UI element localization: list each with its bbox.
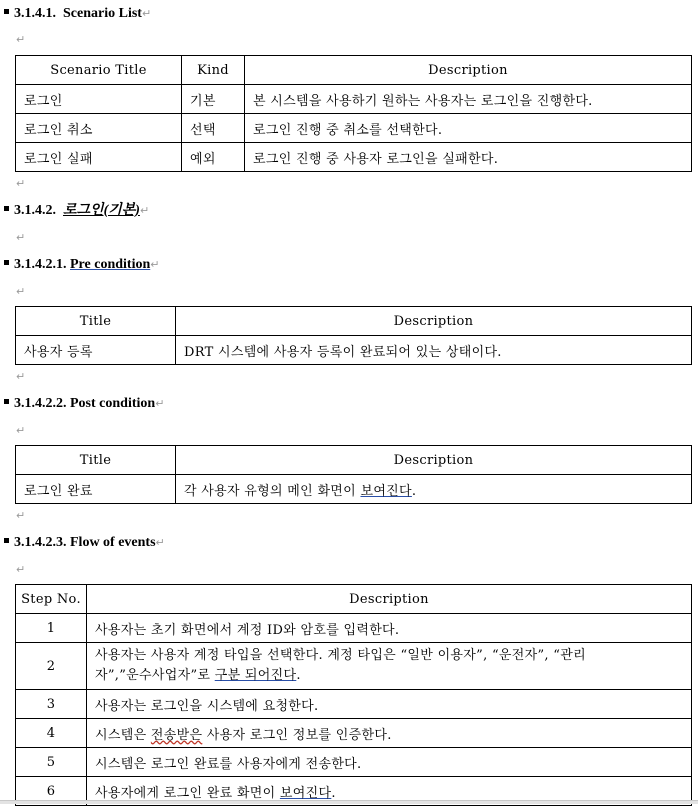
paragraph-mark-icon: ↵	[155, 397, 165, 410]
heading-post-condition	[4, 395, 164, 413]
cell-description	[87, 719, 692, 748]
paragraph-mark-icon: ↵	[139, 204, 150, 217]
cell-description: 사용자는 로그인을 시스템에 요청한다.	[87, 690, 692, 719]
heading-pre-condition	[4, 256, 159, 274]
paragraph-mark-icon: ↵	[16, 177, 26, 190]
cell-description: DRT 시스템에 사용자 등록이 완료되어 있는 상태이다.	[176, 336, 692, 365]
table-row	[16, 114, 692, 143]
header-title: Title	[16, 307, 176, 336]
heading-number: 3.1.4.1.	[14, 6, 56, 21]
text: 사용자는 사용자 계정 타입을 선택한다. 계정 타입은 “일반 이용자”, “운전자”, “관리	[95, 648, 586, 663]
cell-title: 사용자 등록	[16, 336, 176, 365]
flow-of-events-table	[15, 584, 692, 806]
cell-description: 시스템은 로그인 완료를 사용자에게 전송한다.	[87, 748, 692, 777]
cell-kind: 예외	[182, 143, 245, 172]
cell-title: 로그인 실패	[16, 143, 182, 172]
bullet-icon	[4, 9, 9, 14]
window-bottom-edge	[0, 800, 698, 804]
cell-step: 5	[16, 748, 87, 777]
heading-title: Post condition	[70, 396, 156, 411]
cell-kind: 기본	[182, 85, 245, 114]
text: .	[411, 483, 417, 499]
cell-kind: 선택	[182, 114, 245, 143]
paragraph-mark-icon: ↵	[150, 258, 160, 271]
cell-step: 6	[16, 777, 87, 806]
paragraph-mark-icon: ↵	[141, 7, 152, 20]
cell-step: 3	[16, 690, 87, 719]
underlined-text: 보여진다	[279, 785, 332, 801]
table-header-row	[16, 585, 692, 614]
text: 시스템은	[95, 727, 151, 743]
underlined-text: 구분 되어진다	[214, 668, 297, 683]
table-row	[16, 643, 692, 690]
header-step-no: Step No.	[16, 585, 87, 614]
paragraph-mark-icon: ↵	[16, 33, 26, 46]
cell-step: 1	[16, 614, 87, 643]
text: 자”,”운수사업자”로	[95, 668, 215, 683]
cell-description: 로그인 진행 중 사용자 로그인을 실패한다.	[245, 143, 692, 172]
text: .	[331, 785, 336, 801]
paragraph-mark-icon: ↵	[16, 231, 26, 244]
bullet-icon	[4, 206, 9, 211]
paragraph-mark-icon: ↵	[16, 285, 26, 298]
bullet-icon	[4, 399, 9, 404]
header-description: Description	[176, 446, 692, 475]
bullet-icon	[4, 260, 9, 265]
heading-number: 3.1.4.2.2.	[14, 396, 67, 411]
text: 각 사용자 유형의 메인 화면이	[184, 483, 361, 499]
header-description: Description	[245, 56, 692, 85]
paragraph-mark-icon: ↵	[16, 424, 26, 437]
table-row	[16, 85, 692, 114]
table-row	[16, 143, 692, 172]
heading-title: 로그인(기본)	[63, 203, 140, 218]
text: 사용자 로그인 정보를 인증한다.	[202, 727, 392, 743]
heading-number: 3.1.4.2.	[14, 203, 56, 218]
text: 사용자에게 로그인 완료 화면이	[95, 785, 280, 801]
cell-description	[176, 475, 692, 504]
heading-scenario-list	[4, 5, 151, 23]
paragraph-mark-icon: ↵	[16, 370, 26, 383]
pre-condition-table	[15, 306, 692, 365]
table-row	[16, 719, 692, 748]
table-row	[16, 690, 692, 719]
cell-description	[87, 643, 692, 690]
bullet-icon	[4, 538, 9, 543]
heading-number: 3.1.4.2.3.	[14, 535, 67, 550]
table-row	[16, 475, 692, 504]
cell-title: 로그인	[16, 85, 182, 114]
paragraph-mark-icon: ↵	[155, 536, 165, 549]
cell-description: 본 시스템을 사용하기 원하는 사용자는 로그인을 진행한다.	[245, 85, 692, 114]
header-scenario-title: Scenario Title	[16, 56, 182, 85]
cell-step: 4	[16, 719, 87, 748]
table-row	[16, 336, 692, 365]
heading-flow-of-events	[4, 534, 165, 552]
heading-title: Flow of events	[70, 535, 156, 550]
underlined-text: 보여진다	[360, 483, 412, 499]
scenario-list-table	[15, 55, 692, 172]
heading-number: 3.1.4.2.1.	[14, 257, 67, 272]
spellcheck-underlined-text: 전송받은	[150, 727, 203, 743]
table-header-row	[16, 307, 692, 336]
paragraph-mark-icon: ↵	[16, 509, 26, 522]
post-condition-table	[15, 445, 692, 504]
header-description: Description	[176, 307, 692, 336]
cell-description: 로그인 진행 중 취소를 선택한다.	[245, 114, 692, 143]
heading-title: Pre condition	[70, 257, 151, 272]
paragraph-mark-icon: ↵	[16, 563, 26, 576]
table-row	[16, 614, 692, 643]
table-header-row	[16, 56, 692, 85]
header-title: Title	[16, 446, 176, 475]
header-kind: Kind	[182, 56, 245, 85]
cell-step: 2	[16, 643, 87, 690]
table-row	[16, 748, 692, 777]
table-header-row	[16, 446, 692, 475]
heading-title: Scenario List	[63, 6, 142, 21]
cell-title: 로그인 완료	[16, 475, 176, 504]
cell-description: 사용자는 초기 화면에서 계정 ID와 암호를 입력한다.	[87, 614, 692, 643]
heading-login-basic	[4, 202, 149, 220]
header-description: Description	[87, 585, 692, 614]
cell-title: 로그인 취소	[16, 114, 182, 143]
text: .	[296, 668, 301, 683]
